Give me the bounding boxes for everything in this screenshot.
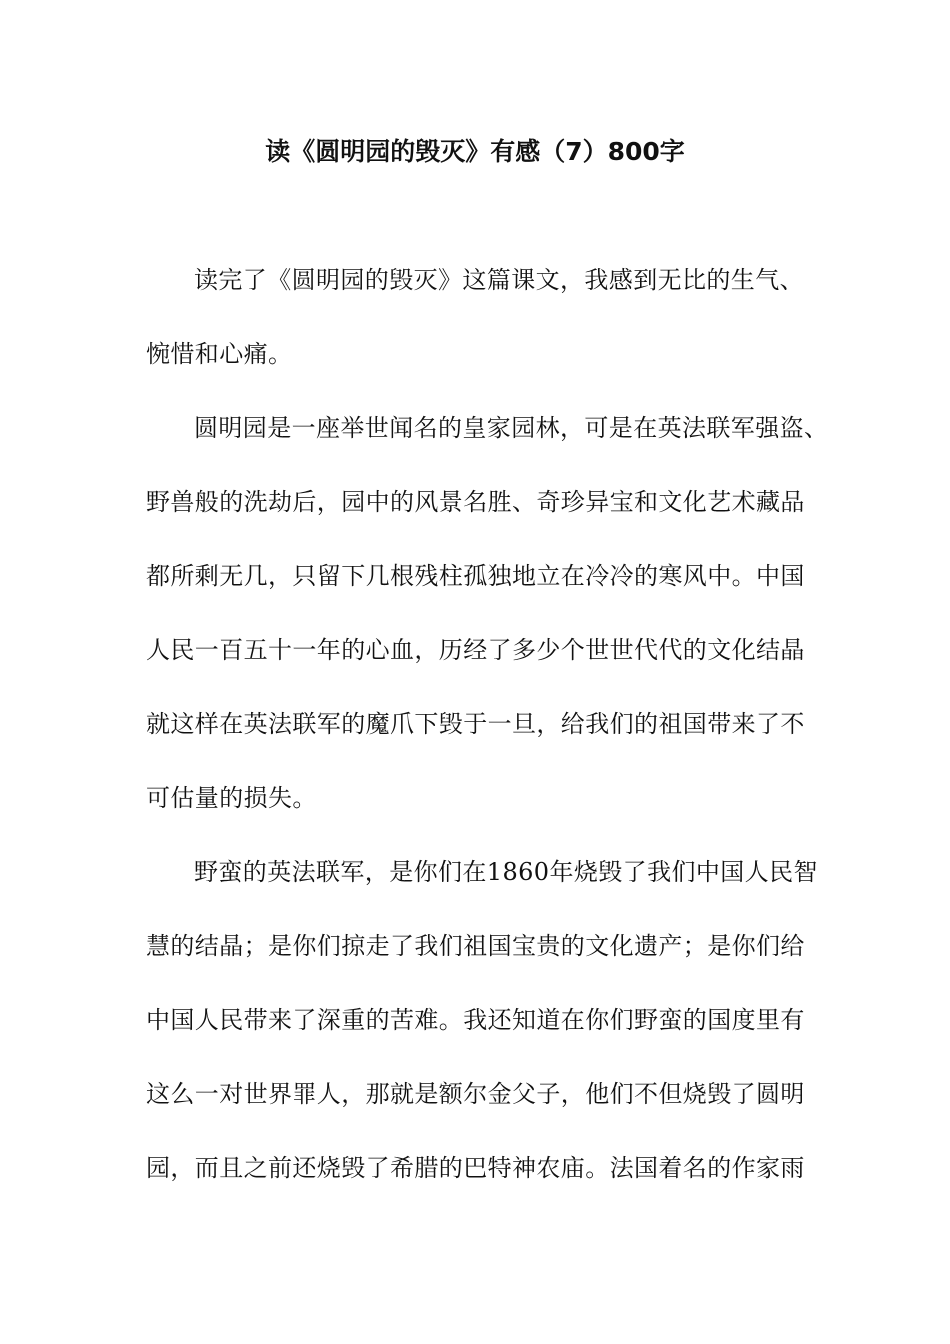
document-title: 读《圆明园的毁灭》有感（7）800字 [265,137,685,166]
paragraph-3-line-2: 慧的结晶；是你们掠走了我们祖国宝贵的文化遗产；是你们给 [146,932,805,960]
paragraph-3-line-5: 园，而且之前还烧毁了希腊的巴特神农庙。法国着名的作家雨 [146,1154,805,1182]
paragraph-2-line-4: 人民一百五十一年的心血，历经了多少个世世代代的文化结晶 [146,636,805,664]
paragraph-2-line-3: 都所剩无几，只留下几根残柱孤独地立在冷冷的寒风中。中国 [146,562,805,590]
paragraph-1-line-2: 惋惜和心痛。 [146,340,293,368]
paragraph-2-line-5: 就这样在英法联军的魔爪下毁于一旦，给我们的祖国带来了不 [146,710,805,738]
paragraph-2-line-6: 可估量的损失。 [146,784,317,812]
paragraph-3-line-3: 中国人民带来了深重的苦难。我还知道在你们野蛮的国度里有 [146,1006,805,1034]
paragraph-2-line-2: 野兽般的洗劫后，园中的风景名胜、奇珍异宝和文化艺术藏品 [146,488,805,516]
paragraph-3-line-4: 这么一对世界罪人，那就是额尔金父子，他们不但烧毁了圆明 [146,1080,805,1108]
paragraph-3-line-1: 野蛮的英法联军，是你们在1860年烧毁了我们中国人民智 [194,858,818,886]
paragraph-2-line-1: 圆明园是一座举世闻名的皇家园林，可是在英法联军强盗、 [194,414,829,442]
paragraph-1-line-1: 读完了《圆明园的毁灭》这篇课文，我感到无比的生气、 [194,266,804,294]
